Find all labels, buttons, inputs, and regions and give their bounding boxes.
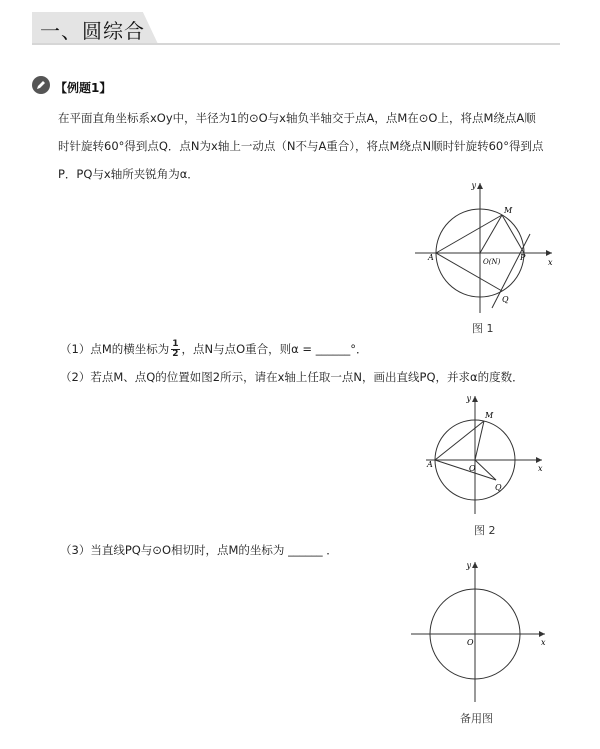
figure-2 bbox=[420, 392, 550, 520]
fig1-label-m: M bbox=[504, 206, 513, 215]
problem-line-3: P．PQ与x轴所夹锐角为α． bbox=[58, 167, 199, 181]
fig2-label-x: x bbox=[538, 464, 543, 473]
section-title: 一、圆综合 bbox=[40, 19, 145, 43]
fig1-label-p: P bbox=[520, 253, 526, 262]
question-2: （2）若点M、点Q的位置如图2所示，请在x轴上任取一点N，画出直线PQ，并求α的度数． bbox=[60, 370, 524, 384]
figure-1 bbox=[410, 178, 560, 318]
fig1-label-a: A bbox=[428, 253, 434, 262]
question-3: （3）当直线PQ与⊙O相切时，点M的坐标为 ______ ． bbox=[60, 543, 338, 557]
figure-3-caption: 备用图 bbox=[460, 712, 493, 725]
fraction-one-half: $\frac{1}{2}$ bbox=[172, 339, 179, 359]
figure-2-caption: 图 2 bbox=[474, 524, 496, 537]
fig3-label-o: O bbox=[467, 638, 474, 647]
example-label: 【例题1】 bbox=[55, 81, 112, 95]
fig1-label-q: Q bbox=[502, 295, 509, 304]
fig2-label-a: A bbox=[427, 460, 433, 469]
fig1-label-y: y bbox=[471, 181, 476, 190]
problem-line-2: 时针旋转60°得到点Q．点N为x轴上一动点（N不与A重合），将点M绕点N顺时针旋转60°得到点 bbox=[58, 139, 544, 153]
fig2-label-q: Q bbox=[495, 483, 502, 492]
question-1: （1）点M的横坐标为 $\frac{1}{2}$ ，点N与点O重合，则α = ______°． bbox=[60, 339, 368, 359]
pen-icon bbox=[32, 76, 50, 94]
fig3-label-y: y bbox=[466, 561, 471, 570]
fig2-label-y: y bbox=[466, 394, 471, 403]
figure-3 bbox=[405, 556, 555, 706]
fig1-label-x: x bbox=[548, 258, 553, 267]
fig3-label-x: x bbox=[541, 638, 546, 647]
fig2-label-m: M bbox=[485, 411, 494, 420]
fig2-label-o: O bbox=[469, 464, 476, 473]
fig1-label-on: O(N) bbox=[483, 258, 501, 266]
figure-1-caption: 图 1 bbox=[472, 322, 494, 335]
problem-line-1: 在平面直角坐标系xOy中，半径为1的⊙O与x轴负半轴交于点A，点M在⊙O上，将点M绕点A顺 bbox=[58, 111, 536, 125]
